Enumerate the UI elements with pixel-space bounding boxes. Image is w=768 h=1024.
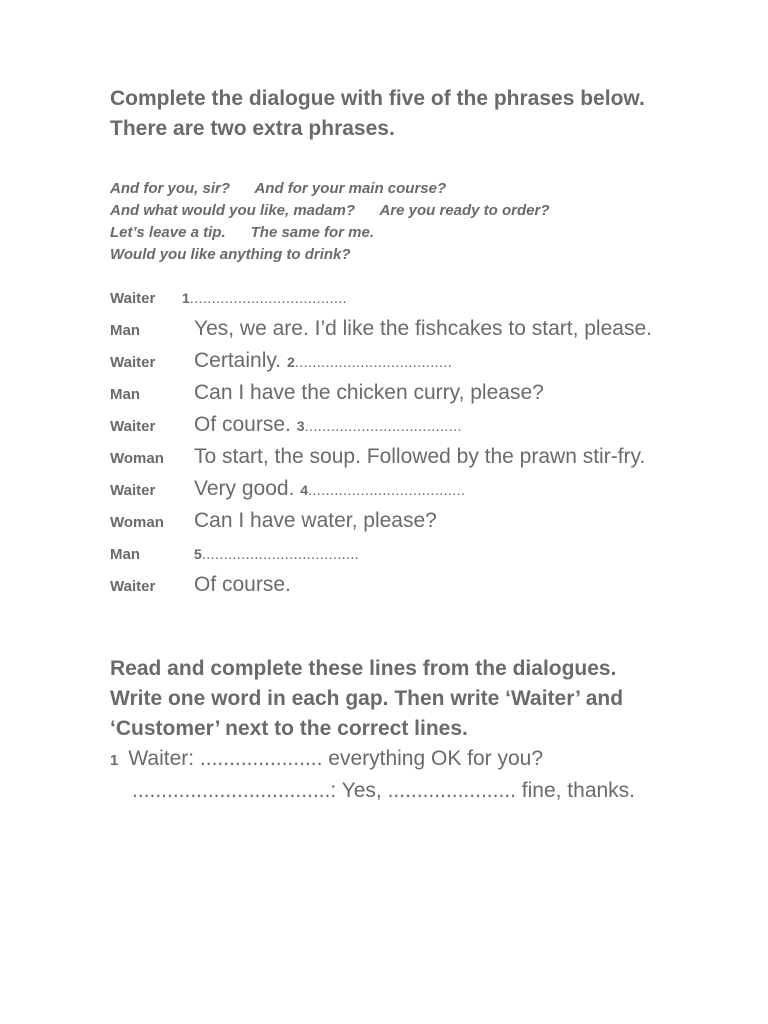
dialogue-text: Of course. — [194, 413, 297, 436]
speaker-label: Waiter — [110, 482, 156, 499]
phrase-line: Let’s leave a tip. The same for me. — [110, 224, 374, 241]
dialogue-line-2 — [110, 314, 670, 346]
dialogue-line-1 — [110, 282, 670, 314]
gap-number: 4 — [300, 482, 309, 498]
exercise-item-1 — [110, 744, 670, 776]
dialogue-line-6 — [110, 442, 670, 474]
speaker-label: Man — [110, 386, 140, 403]
speaker-label: Man — [110, 546, 140, 563]
speaker-label: Woman — [110, 450, 164, 467]
dialogue-line-4 — [110, 378, 670, 410]
dialogue-line-9 — [110, 538, 670, 570]
gap-number: 3 — [296, 418, 305, 434]
dialogue-text: Yes, we are. I’d like the fishcakes to start, please. — [194, 317, 652, 340]
answer-gap: .................................... — [308, 482, 466, 499]
dialogue-line-7 — [110, 474, 670, 506]
section1-heading: Complete the dialogue with five of the phrases below. There are two extra phrases. — [110, 87, 645, 140]
speaker-label: Waiter — [110, 354, 156, 371]
phrase-line: And for you, sir? And for your main course? — [110, 180, 447, 197]
dialogue-text: To start, the soup. Followed by the prawn stir-fry. — [194, 445, 646, 468]
speaker-label: Waiter — [110, 578, 156, 595]
dialogue-text: Of course. — [194, 573, 291, 596]
dialogue-text: Can I have water, please? — [194, 509, 437, 532]
item-line-b: ..................................: Yes, ...................... fine, thanks. — [132, 779, 636, 802]
dialogue-line-3 — [110, 346, 670, 378]
dialogue-text: Can I have the chicken curry, please? — [194, 381, 544, 404]
dialogue — [110, 282, 670, 602]
dialogue-line-5 — [110, 410, 670, 442]
dialogue-text: Very good. — [194, 477, 301, 500]
exercise-item-1-response — [110, 776, 670, 806]
dialogue-line-8 — [110, 506, 670, 538]
speaker-label: Woman — [110, 514, 164, 531]
answer-gap: .................................... — [294, 354, 453, 371]
gap-number: 5 — [194, 546, 202, 562]
dialogue-line-10 — [110, 570, 670, 602]
dialogue-text: Certainly. — [194, 349, 287, 372]
answer-gap: .................................... — [201, 546, 360, 563]
phrase-box — [110, 178, 670, 266]
gap-number: 2 — [286, 354, 295, 370]
item-line-a: Waiter: ..................... everything OK for you? — [128, 747, 544, 770]
answer-gap: .................................... — [189, 290, 348, 307]
gap-number: 1 — [182, 290, 190, 306]
phrase-line: Would you like anything to drink? — [110, 246, 351, 263]
speaker-label: Man — [110, 322, 140, 339]
item-number: 1 — [110, 752, 119, 769]
section2 — [110, 654, 670, 806]
answer-gap: .................................... — [304, 418, 462, 435]
speaker-label: Waiter — [110, 290, 156, 307]
section2-heading: Read and complete these lines from the dialogues. Write one word in each gap. Then write ‘Waiter’ and ‘Customer’ next to the correct lines. — [110, 657, 624, 740]
phrase-line: And what would you like, madam? Are you ready to order? — [110, 202, 550, 219]
speaker-label: Waiter — [110, 418, 156, 435]
worksheet-page — [110, 84, 670, 806]
